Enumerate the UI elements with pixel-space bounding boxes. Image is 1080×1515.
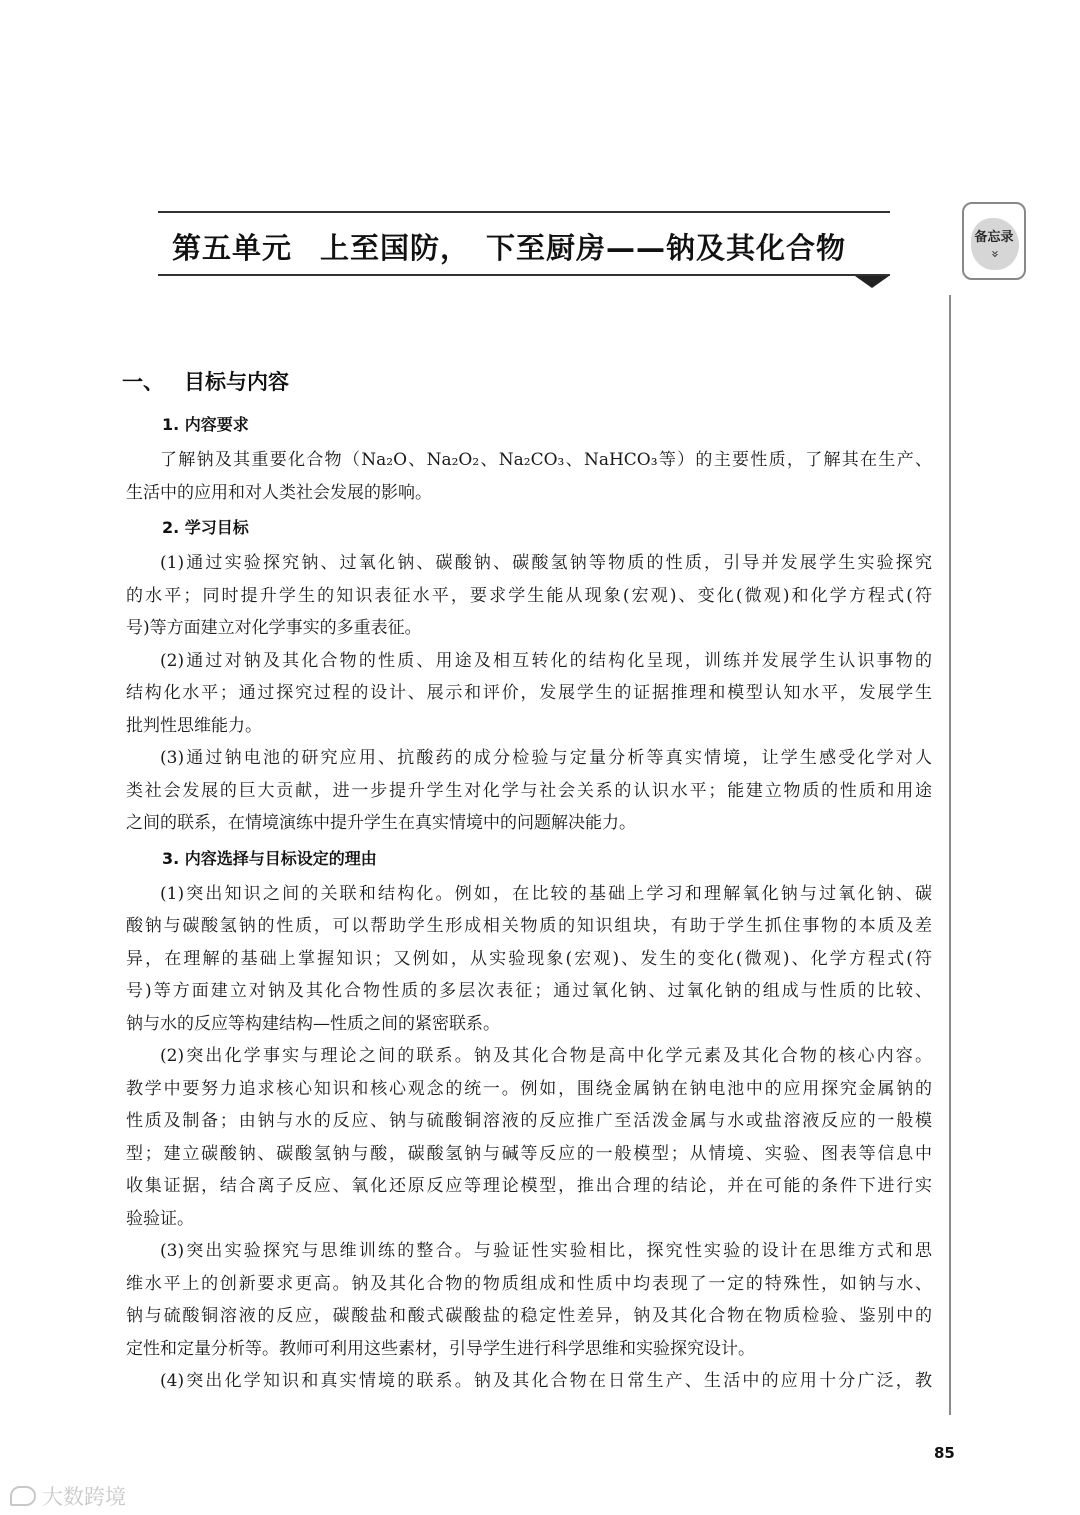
text-line: 了解钠及其重要化合物（Na₂O、Na₂O₂、Na₂CO₃、NaHCO₃等）的主要性质，了解其在生产、 — [160, 450, 932, 470]
text-line: 生活中的应用和对人类社会发展的影响。 — [126, 482, 432, 503]
paragraph — [126, 742, 932, 840]
chapter-unit: 第五单元 — [172, 231, 293, 265]
text-line: 验验证。 — [126, 1208, 194, 1229]
paragraph — [126, 878, 932, 1041]
chevron-down-icon: » — [987, 250, 1002, 258]
paragraph — [126, 547, 932, 645]
text-line: 之间的联系，在情境演练中提升学生在真实情境中的问题解决能力。 — [126, 813, 636, 833]
text-line: 号)等方面建立对化学事实的多重表征。 — [126, 618, 422, 638]
text-line: 性质及制备；由钠与水的反应、钠与硫酸铜溶液的反应推广至活泼金属与水或盐溶液反应的一般模 — [126, 1111, 932, 1131]
text-line: (3)通过钠电池的研究应用、抗酸药的成分检验与定量分析等真实情境，让学生感受化学对人 — [160, 748, 932, 768]
section-heading — [122, 366, 289, 396]
subsection-heading: 3. 内容选择与目标设定的理由 — [162, 848, 377, 868]
margin-rule — [949, 295, 951, 1415]
text-line: (1)突出知识之间的关联和结构化。例如，在比较的基础上学习和理解氧化钠与过氧化钠、碳 — [160, 883, 932, 904]
text-line: 钠与硫酸铜溶液的反应，碳酸盐和酸式碳酸盐的稳定性差异，钠及其化合物在物质检验、鉴别中的 — [126, 1306, 932, 1326]
section-number: 一、 — [122, 370, 164, 394]
text-line: (2)突出化学事实与理论之间的联系。钠及其化合物是高中化学元素及其化合物的核心内容。 — [160, 1046, 932, 1066]
text-line: 收集证据，结合离子反应、氧化还原反应等理论模型，推出合理的结论，并在可能的条件下进行实 — [126, 1176, 932, 1196]
section-title: 目标与内容 — [184, 370, 289, 394]
text-line: 型；建立碳酸钠、碳酸氢钠与酸，碳酸氢钠与碱等反应的一般模型；从情境、实验、图表等信息中 — [126, 1143, 932, 1164]
text-line: 的水平；同时提升学生的知识表征水平，要求学生能从现象(宏观)、变化(微观)和化学方程式(符 — [126, 585, 932, 606]
chapter-title-part-b: 下至厨房——钠及其化合物 — [486, 231, 847, 265]
text-line: (1)通过实验探究钠、过氧化钠、碳酸钠、碳酸氢钠等物质的性质，引导并发展学生实验探究 — [160, 553, 932, 573]
text-line: (3)突出实验探究与思维训练的整合。与验证性实验相比，探究性实验的设计在思维方式和思 — [160, 1241, 932, 1261]
text-line: (4)突出化学知识和真实情境的联系。钠及其化合物在日常生产、生活中的应用十分广泛，教 — [160, 1371, 932, 1391]
text-line: 异，在理解的基础上掌握知识；又例如，从实验现象(宏观)、发生的变化(微观)、化学方程式(符 — [126, 948, 932, 969]
title-bottom-rule — [158, 274, 890, 276]
watermark-text: 大数跨境 — [42, 1485, 126, 1509]
text-line: 结构化水平；通过探究过程的设计、展示和评价，发展学生的证据推理和模型认知水平，发展学生 — [126, 683, 932, 703]
text-line: 号)等方面建立对钠及其化合物性质的多层次表征；通过氧化钠、过氧化钠的组成与性质的比较、 — [126, 981, 932, 1001]
text-line: 酸钠与碳酸氢钠的性质，可以帮助学生形成相关物质的知识组块，有助于学生抓住事物的本质及差 — [126, 916, 932, 936]
paragraph — [126, 1365, 932, 1398]
text-line: 教学中要努力追求核心知识和核心观念的统一。例如，围绕金属钠在钠电池中的应用探究金属钠的 — [126, 1078, 932, 1099]
title-arrow-icon — [855, 276, 889, 288]
text-line: 批判性思维能力。 — [126, 715, 262, 736]
body-content — [126, 406, 932, 1398]
text-line: 维水平上的创新要求更高。钠及其化合物的物质组成和性质中均表现了一定的特殊性，如钠与水、 — [126, 1273, 932, 1294]
text-line: 钠与水的反应等构建结构—性质之间的紧密联系。 — [126, 1013, 500, 1034]
paragraph — [126, 645, 932, 743]
chapter-title — [172, 226, 892, 267]
text-line: 类社会发展的巨大贡献，进一步提升学生对化学与社会关系的认识水平；能建立物质的性质和用途 — [126, 780, 932, 801]
watermark-logo-icon — [10, 1486, 36, 1506]
memo-tab[interactable] — [962, 202, 1026, 280]
subsection-heading: 2. 学习目标 — [162, 518, 249, 537]
paragraph — [126, 1040, 932, 1235]
paragraph — [126, 444, 932, 509]
page-number: 85 — [934, 1444, 955, 1462]
title-top-rule — [158, 211, 890, 213]
subsection-heading: 1. 内容要求 — [162, 415, 249, 434]
text-line: 定性和定量分析等。教师可利用这些素材，引导学生进行科学思维和实验探究设计。 — [126, 1338, 755, 1359]
paragraph — [126, 1235, 932, 1365]
memo-label: 备忘录 — [974, 230, 1014, 245]
text-line: (2)通过对钠及其化合物的性质、用途及相互转化的结构化呈现，训练并发展学生认识事物的 — [160, 650, 932, 671]
watermark — [10, 1481, 126, 1511]
chapter-title-part-a: 上至国防， — [320, 231, 471, 265]
